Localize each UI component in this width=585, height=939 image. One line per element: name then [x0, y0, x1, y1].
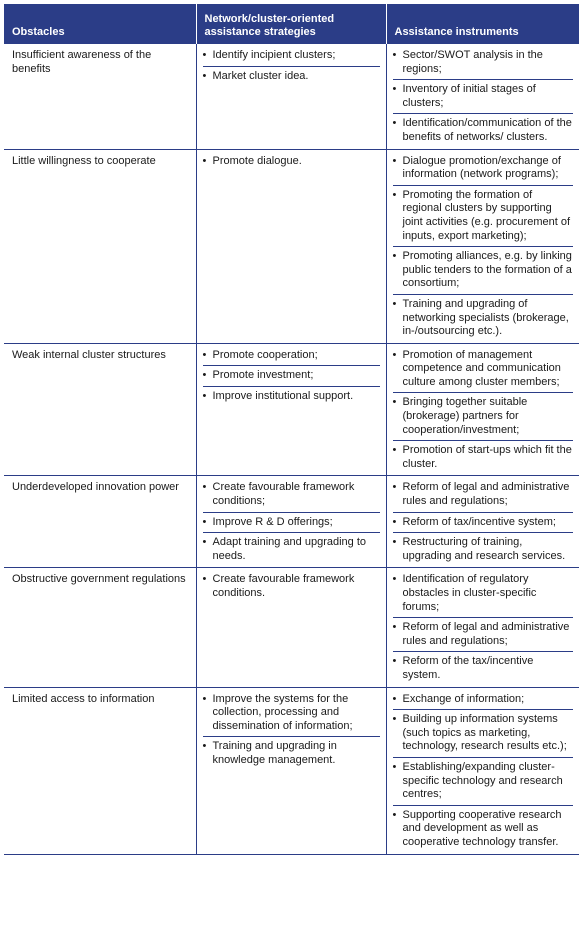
- strategy-cell-list: [203, 573, 380, 600]
- strategy-item: • Promote dialogue.: [203, 155, 380, 169]
- strategy-item: • Training and upgrading in knowledge management.: [203, 740, 380, 767]
- obstacle-cell: Little willingness to cooperate: [4, 149, 196, 343]
- header-obstacles: Obstacles: [4, 4, 196, 44]
- obstacle-cell: Insufficient awareness of the benefits: [12, 49, 152, 75]
- instrument-cell-list: [393, 693, 574, 850]
- instrument-cell: [386, 343, 579, 476]
- strategy-item: • Improve the systems for the collection, processing and dissemination of information;: [203, 693, 380, 738]
- strategy-cell-list: [203, 693, 380, 768]
- strategy-cell: [196, 343, 386, 476]
- strategy-cell: [196, 687, 386, 854]
- strategy-item: • Market cluster idea.: [203, 70, 380, 84]
- strategy-cell: [196, 476, 386, 568]
- instrument-cell: [386, 476, 579, 568]
- strategy-cell: [196, 568, 386, 687]
- obstacle-cell: Underdeveloped innovation power: [4, 476, 196, 568]
- strategy-cell: [196, 149, 386, 343]
- obstacle-cell: Obstructive government regulations: [4, 568, 196, 687]
- strategy-item: • Identify incipient clusters;: [203, 49, 380, 67]
- header-strategies: Network/cluster-oriented assistance strategies: [196, 4, 386, 44]
- instrument-cell: [386, 687, 579, 854]
- instrument-cell: [386, 149, 579, 343]
- instrument-item: • Identification/communication of the benefits of networks/ clusters.: [393, 117, 574, 144]
- table-row: [4, 44, 579, 149]
- instrument-item: • Bringing together suitable (brokerage) partners for cooperation/investment;: [393, 396, 574, 441]
- instrument-item: • Training and upgrading of networking specialists (brokerage, in-/outsourcing etc.).: [393, 298, 574, 339]
- table-body: [4, 44, 579, 854]
- instrument-item: • Reform of tax/incentive system;: [393, 516, 574, 534]
- instrument-cell-list: [393, 349, 574, 472]
- strategy-cell-list: [203, 155, 380, 169]
- table-row: [4, 343, 579, 476]
- instrument-item: • Restructuring of training, upgrading and research services.: [393, 536, 574, 563]
- strategy-cell: [196, 44, 386, 149]
- instrument-cell-list: [393, 481, 574, 563]
- obstacle-cell: Weak internal cluster structures: [4, 343, 196, 476]
- instrument-item: • Reform of the tax/incentive system.: [393, 655, 574, 682]
- strategy-cell-list: [203, 349, 380, 404]
- instrument-item: • Identification of regulatory obstacles in cluster-specific forums;: [393, 573, 574, 618]
- instrument-item: • Promoting alliances, e.g. by linking public tenders to the formation of a consortium;: [393, 250, 574, 295]
- instrument-item: • Building up information systems (such topics as marketing, technology, research results etc.);: [393, 713, 574, 758]
- table-header-row: [4, 4, 579, 44]
- header-instruments: Assistance instruments: [386, 4, 579, 44]
- instrument-cell: [386, 44, 579, 149]
- instrument-item: • Promotion of management competence and communication culture among cluster members;: [393, 349, 574, 394]
- instrument-item: • Supporting cooperative research and development as well as cooperative technology transfer.: [393, 809, 574, 850]
- instrument-cell-list: [393, 49, 574, 145]
- instrument-item: • Reform of legal and administrative rules and regulations;: [393, 481, 574, 512]
- instrument-cell-list: [393, 155, 574, 339]
- instrument-item: • Dialogue promotion/exchange of information (network programs);: [393, 155, 574, 186]
- strategy-item: • Create favourable framework conditions.: [203, 573, 380, 600]
- instrument-item: • Reform of legal and administrative rules and regulations;: [393, 621, 574, 652]
- obstacle-cell: Limited access to information: [4, 687, 196, 854]
- table-row: [4, 476, 579, 568]
- instrument-item: • Establishing/expanding cluster-specific technology and research centres;: [393, 761, 574, 806]
- table-row: [4, 149, 579, 343]
- table-row: [4, 687, 579, 854]
- instrument-item: • Sector/SWOT analysis in the regions;: [393, 49, 574, 80]
- obstacles-table: [4, 4, 579, 855]
- instrument-cell-list: [393, 573, 574, 682]
- strategy-item: • Adapt training and upgrading to needs.: [203, 536, 380, 563]
- strategy-cell-list: [203, 49, 380, 83]
- instrument-cell: [386, 568, 579, 687]
- instrument-item: • Promoting the formation of regional clusters by supporting joint activities (e.g. procurement of inputs, export marketing);: [393, 189, 574, 247]
- strategy-item: • Improve R & D offerings;: [203, 516, 380, 534]
- instrument-item: • Inventory of initial stages of clusters;: [393, 83, 574, 114]
- strategy-item: • Create favourable framework conditions;: [203, 481, 380, 512]
- strategy-item: • Improve institutional support.: [203, 390, 380, 404]
- table-row: [4, 568, 579, 687]
- obstacles-table-container: [4, 4, 579, 855]
- instrument-item: • Exchange of information;: [393, 693, 574, 711]
- strategy-item: • Promote cooperation;: [203, 349, 380, 367]
- instrument-item: • Promotion of start-ups which fit the cluster.: [393, 444, 574, 471]
- strategy-cell-list: [203, 481, 380, 563]
- strategy-item: • Promote investment;: [203, 369, 380, 387]
